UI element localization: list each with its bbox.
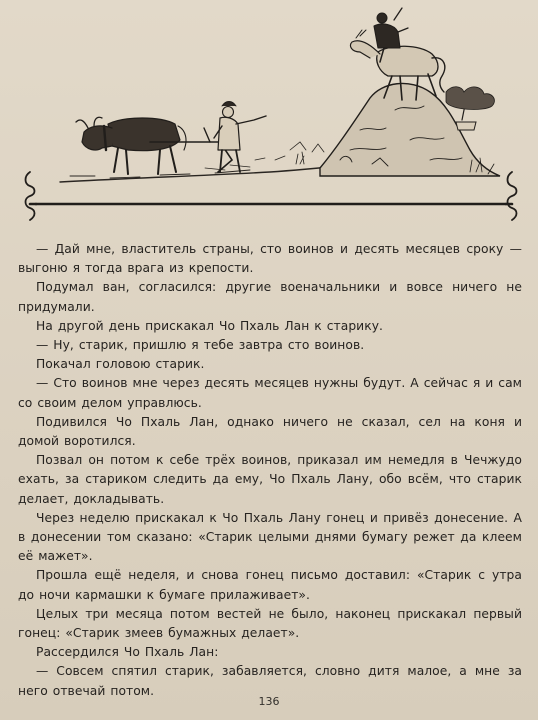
paragraph: — Совсем спятил старик, забавляется, словно дитя малое, а мне за него отвечай потом. bbox=[18, 664, 522, 698]
paragraph: Целых три месяца потом вестей не было, наконец прискакал первый гонец: «Старик змеев бумажных делает». bbox=[18, 606, 522, 641]
paragraph: Позвал он потом к себе трёх воинов, приказал им немедля в Чечжудо ехать, за стариком следить да ему, Чо Пхаль Лану, обо всём, что старик делает, докладывать. bbox=[18, 453, 522, 506]
paragraph: Подумал ван, согласился: другие военачальники и вовсе ничего не придумали. bbox=[18, 280, 522, 314]
paragraph: Через неделю прискакал к Чо Пхаль Лану гонец и привёз донесение. А в донесении том сказано: «Старик целыми днями бумагу режет да клеем её мажет». bbox=[18, 510, 522, 564]
header-illustration bbox=[0, 0, 538, 232]
paragraph: Покачал головою старик. bbox=[36, 357, 205, 372]
paragraph: — Ну, старик, пришлю я тебе завтра сто воинов. bbox=[36, 338, 365, 353]
paragraph: — Дай мне, властитель страны, сто воинов и десять месяцев сроку — выгоню я тогда врага из крепости. bbox=[18, 242, 522, 276]
ox-figure bbox=[76, 117, 186, 174]
paragraph: — Сто воинов мне через десять месяцев нужны будут. А сейчас я и сам со своим делом управлюсь. bbox=[18, 376, 522, 410]
paragraph: Подивился Чо Пхаль Лан, однако ничего не сказал, сел на коня и домой воротился. bbox=[18, 414, 522, 449]
decorative-rule bbox=[26, 172, 517, 220]
story-text bbox=[18, 240, 522, 701]
paragraph: На другой день прискакал Чо Пхаль Лан к старику. bbox=[36, 318, 383, 333]
paragraph: Прошла ещё неделя, и снова гонец письмо доставил: «Старик с утра до ночи кармашки к бумаге прилаживает». bbox=[18, 568, 522, 602]
paragraph: Рассердился Чо Пхаль Лан: bbox=[36, 645, 219, 660]
page-number: 136 bbox=[258, 695, 280, 708]
farmer-figure bbox=[214, 102, 266, 173]
